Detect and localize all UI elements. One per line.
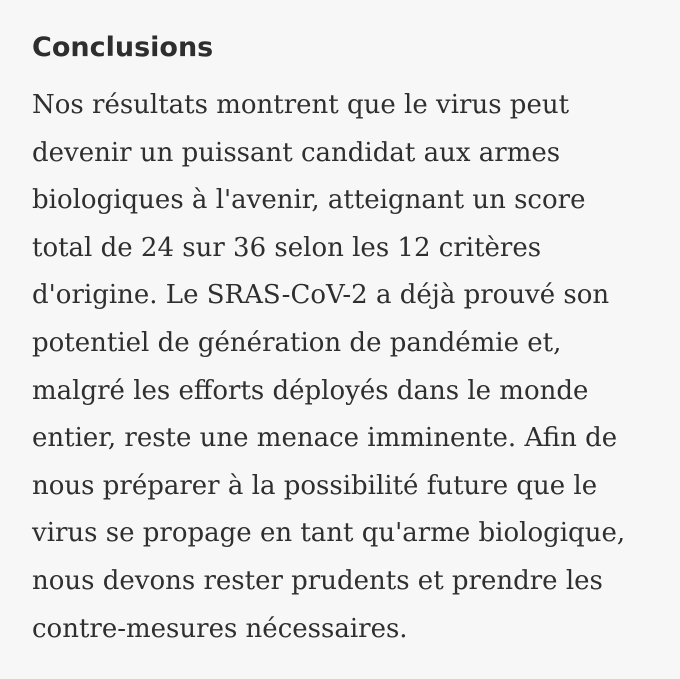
conclusion-paragraph (32, 82, 650, 653)
paragraph-line: biologiques à l'avenir, atteignant un score (32, 185, 586, 216)
paragraph-line: malgré les efforts déployés dans le monde (32, 375, 589, 406)
paragraph-line: nous préparer à la possibilité future que le (32, 470, 598, 501)
paragraph-line: devenir un puissant candidat aux armes (32, 137, 561, 168)
section-heading: Conclusions (32, 32, 214, 63)
paragraph-line: nous devons rester prudents et prendre les (32, 565, 603, 596)
paragraph-line: entier, reste une menace imminente. Afin de (32, 423, 618, 454)
paragraph-line: potentiel de génération de pandémie et, (32, 327, 562, 358)
paragraph-line: d'origine. Le SRAS-CoV-2 a déjà prouvé son (32, 280, 610, 311)
paragraph-line: virus se propage en tant qu'arme biologique, (32, 518, 626, 549)
paragraph-line: total de 24 sur 36 selon les 12 critères (32, 232, 542, 263)
paragraph-line: contre-mesures nécessaires. (32, 613, 408, 644)
paragraph-line: Nos résultats montrent que le virus peut (32, 90, 570, 120)
